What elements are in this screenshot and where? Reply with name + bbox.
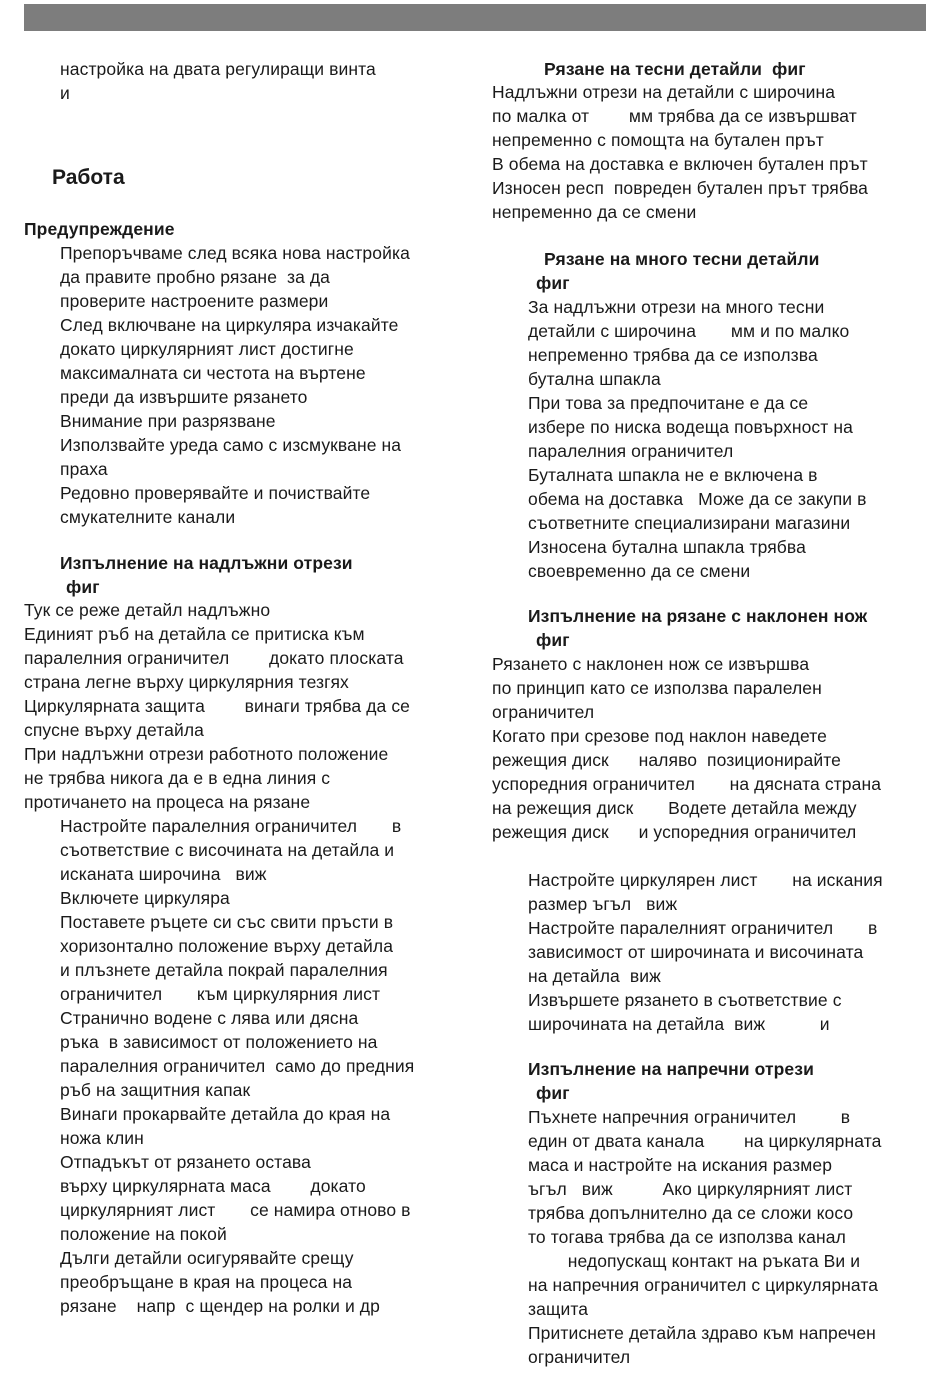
text-line: детайли с широчина мм и по малко: [528, 321, 850, 341]
text-line: Използвайте уреда само с изсмукване на: [60, 435, 402, 455]
text-line: При това за предпочитане е да се: [528, 393, 809, 413]
text-line: Поставете ръцете си със свити пръсти в: [60, 912, 394, 932]
text-line: Винаги прокарвайте детайла до края на: [60, 1104, 391, 1124]
text-line: Циркулярната защита винаги трябва да се: [24, 696, 411, 716]
text-line: Внимание при разрязване: [60, 411, 276, 431]
text-line: преди да извършите рязането: [60, 387, 308, 407]
text-line: Когато при срезове под наклон наведете: [492, 726, 827, 746]
text-line: Настройте паралелният ограничител в: [528, 918, 878, 938]
text-line: широчината на детайла виж и: [528, 1014, 830, 1034]
text-line: Отпадъкът от рязането остава: [60, 1152, 311, 1172]
text-line: не трябва никога да е в една линия с: [24, 768, 331, 788]
text-line: непременно трябва да се използва: [528, 345, 818, 365]
text-line: ръка в зависимост от положението на: [60, 1032, 378, 1052]
text-line: проверите настроените размери: [60, 291, 329, 311]
text-line: Настройте циркулярен лист на искания: [528, 870, 883, 890]
text-line: Буталната шпакла не е включена в: [528, 465, 818, 485]
text-line: един от двата канала на циркулярната: [528, 1131, 882, 1151]
text-line: Пъхнете напречния ограничител в: [528, 1107, 851, 1127]
text-line: Тук се реже детайл надлъжно: [24, 600, 271, 620]
text-line: избере по ниска водеща повърхност на: [528, 417, 853, 437]
very-narrow-heading: Рязане на много тесни детайли: [544, 249, 820, 269]
cross-fig-label: фиг: [536, 1083, 570, 1103]
text-line: рязане напр с щендер на ролки и др: [60, 1296, 380, 1316]
text-line: недопускащ контакт на ръката Ви и: [528, 1251, 861, 1271]
text-line: При надлъжни отрези работното положение: [24, 744, 389, 764]
rip-fig-label: фиг: [66, 577, 100, 597]
text-line: бутална шпакла: [528, 369, 661, 389]
text-line: по малка от мм трябва да се извършват: [492, 106, 857, 126]
text-line: преобръщане в края на процеса на: [60, 1272, 353, 1292]
text-line: паралелния ограничител докато плоската: [24, 648, 404, 668]
text-line: Рязането с наклонен нож се извършва: [492, 654, 810, 674]
text-line: В обема на доставка е включен бутален прът: [492, 154, 868, 174]
warning-heading: Предупреждение: [24, 219, 175, 239]
very-narrow-fig-label: фиг: [536, 273, 570, 293]
text-line: съответствие с височината на детайла и: [60, 840, 395, 860]
text-line: Препоръчваме след всяка нова настройка: [60, 243, 410, 263]
bevel-fig-label: фиг: [536, 630, 570, 650]
text-line: спусне върху детайла: [24, 720, 204, 740]
text-line: да правите пробно рязане за да: [60, 267, 331, 287]
text-line: ъгъл виж Ако циркулярният лист: [528, 1179, 853, 1199]
text-line: Единият ръб на детайла се притиска към: [24, 624, 365, 644]
rip-heading: Изпълнение на надлъжни отрези: [60, 553, 353, 573]
text-line: ръб на защитния капак: [60, 1080, 251, 1100]
text-line: и плъзнете детайла покрай паралелния: [60, 960, 388, 980]
text-line: успоредния ограничител на дясната страна: [492, 774, 882, 794]
header-bar: [24, 4, 926, 31]
text-line: своевременно да се смени: [528, 561, 751, 581]
text-line: Странично водене с лява или дясна: [60, 1008, 359, 1028]
text-line: то тогава трябва да се използва канал: [528, 1227, 846, 1247]
text-line: ножа клин: [60, 1128, 144, 1148]
text-line: на режещия диск Водете детайла между: [492, 798, 857, 818]
text-line: Износена бутална шпакла трябва: [528, 537, 806, 557]
text-line: обема на доставка Може да се закупи в: [528, 489, 867, 509]
text-line: Дълги детайли осигурявайте срещу: [60, 1248, 354, 1268]
text-line: Извършете рязането в съответствие с: [528, 990, 842, 1010]
text-line: на детайла виж: [528, 966, 661, 986]
narrow-heading: Рязане на тесни детайли фиг: [544, 59, 806, 79]
text-line: съответните специализирани магазини: [528, 513, 851, 533]
text-line: паралелния ограничител само до предния: [60, 1056, 415, 1076]
text-line: протичането на процеса на рязане: [24, 792, 311, 812]
text-line: смукателните канали: [60, 507, 236, 527]
cross-heading: Изпълнение на напречни отрези: [528, 1059, 814, 1079]
text-line: върху циркулярната маса докато: [60, 1176, 366, 1196]
text-line: непременно да се смени: [492, 202, 697, 222]
text-line: Износен респ повреден бутален прът трябва: [492, 178, 868, 198]
text-line: положение на покой: [60, 1224, 227, 1244]
text-line: За надлъжни отрези на много тесни: [528, 297, 825, 317]
text-line: Настройте паралелния ограничител в: [60, 816, 402, 836]
text-line: максималната си честота на въртене: [60, 363, 366, 383]
text-line: маса и настройте на искания размер: [528, 1155, 833, 1175]
text-line: трябва допълнително да се сложи косо: [528, 1203, 854, 1223]
text-line: циркулярният лист се намира отново в: [60, 1200, 411, 1220]
text-line: хоризонтално положение върху детайла: [60, 936, 394, 956]
text-line: докато циркулярният лист достигне: [60, 339, 354, 359]
text-line: Надлъжни отрези на детайли с широчина: [492, 82, 836, 102]
text-line: Включете циркуляра: [60, 888, 230, 908]
text-line: паралелния ограничител: [528, 441, 734, 461]
text-line: ограничител: [528, 1347, 631, 1367]
text-line: режещия диск и успоредния ограничител: [492, 822, 857, 842]
text-line: ограничител към циркулярния лист: [60, 984, 381, 1004]
text-line: режещия диск наляво позиционирайте: [492, 750, 842, 770]
text-line: Притиснете детайла здраво към напречен: [528, 1323, 876, 1343]
text-line: Редовно проверявайте и почиствайте: [60, 483, 371, 503]
text-line: страна легне върху циркулярния тезгях: [24, 672, 349, 692]
text-line: праха: [60, 459, 108, 479]
intro-line: настройка на двата регулиращи винта: [60, 59, 376, 79]
text-line: размер ъгъл виж: [528, 894, 678, 914]
text-line: на напречния ограничител с циркулярната: [528, 1275, 879, 1295]
text-line: След включване на циркуляра изчакайте: [60, 315, 399, 335]
text-line: зависимост от широчината и височината: [528, 942, 864, 962]
bevel-heading: Изпълнение на рязане с наклонен нож: [528, 606, 868, 626]
text-line: ограничител: [492, 702, 595, 722]
text-line: непременно с помощта на бутален прът: [492, 130, 824, 150]
text-line: исканата широчина виж: [60, 864, 267, 884]
section-title: Работа: [52, 166, 125, 189]
text-line: защита: [528, 1299, 589, 1319]
text-line: по принцип като се използва паралелен: [492, 678, 822, 698]
intro-line: и: [60, 83, 70, 103]
